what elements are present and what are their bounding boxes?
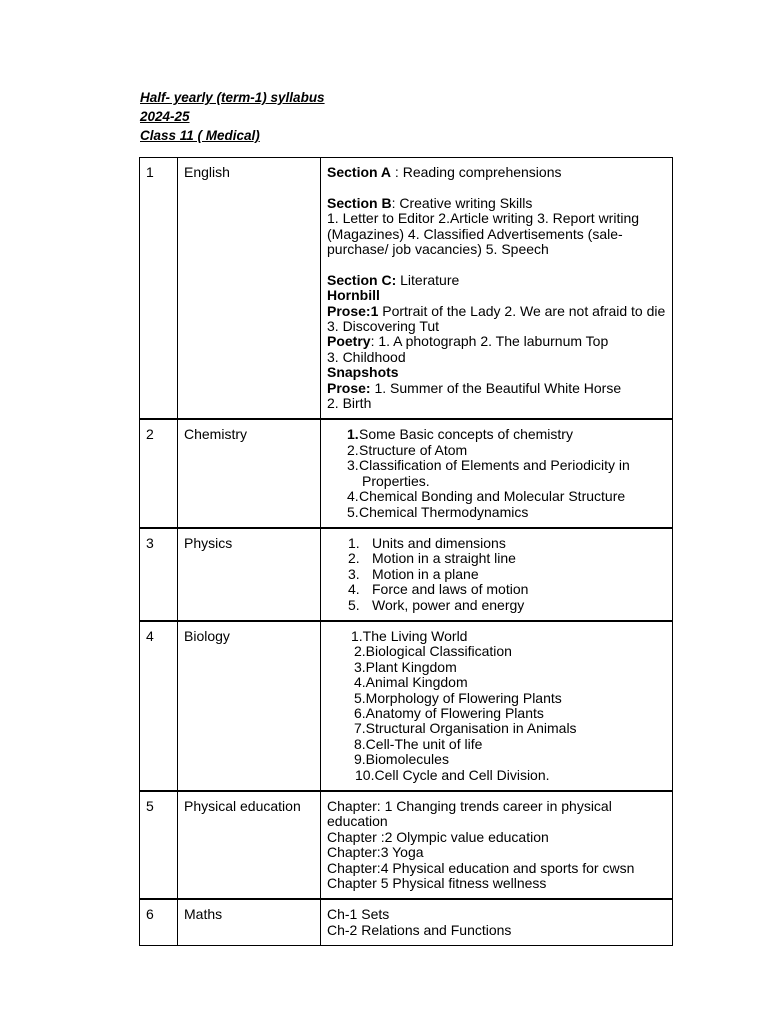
- chapter-line: Ch-2 Relations and Functions: [327, 921, 512, 938]
- list-item: 6.Anatomy of Flowering Plants: [354, 704, 544, 721]
- subject-name: Biology: [178, 621, 321, 791]
- chapter-line: Chapter:4 Physical education and sports for cwsn: [327, 859, 635, 876]
- snapshots-prose-label: Prose:: [327, 379, 371, 396]
- table-row: [140, 621, 673, 791]
- subject-name: English: [178, 158, 321, 420]
- list-item: 5.Morphology of Flowering Plants: [354, 689, 562, 706]
- syllabus-table: [139, 157, 673, 946]
- list-item-continuation: Properties.: [362, 472, 430, 489]
- list-item: 5. Chemical Thermodynamics: [347, 503, 529, 520]
- poetry-text: : 1. A photograph 2. The laburnum Top: [370, 333, 609, 350]
- row-number: 5: [140, 791, 178, 899]
- prose-label: Prose:1: [327, 302, 379, 319]
- list-item: 7.Structural Organisation in Animals: [354, 720, 577, 737]
- snapshots-heading: Snapshots: [327, 364, 399, 381]
- list-item: 1. Units and dimensions: [348, 534, 506, 551]
- hornbill-heading: Hornbill: [327, 287, 380, 304]
- table-row: [140, 791, 673, 899]
- list-item: 10.Cell Cycle and Cell Division.: [355, 766, 550, 783]
- chapter-line: Chapter: 1 Changing trends career in physical education: [327, 798, 612, 830]
- syllabus-title: Half- yearly (term-1) syllabus: [140, 90, 325, 105]
- maths-syllabus: [321, 899, 673, 945]
- section-c-text: Literature: [396, 271, 460, 288]
- row-number: 6: [140, 899, 178, 945]
- chemistry-syllabus: [321, 419, 673, 527]
- poetry-label: Poetry: [327, 333, 371, 350]
- row-number: 1: [140, 158, 178, 420]
- snapshots-prose-text: 1. Summer of the Beautiful White Horse: [370, 379, 622, 396]
- row-number: 4: [140, 621, 178, 791]
- subject-name: Maths: [178, 899, 321, 945]
- list-item: 2. Motion in a straight line: [348, 550, 516, 567]
- prose-text: Portrait of the Lady 2. We are not afraid to die 3. Discovering Tut: [327, 302, 666, 335]
- row-number: 2: [140, 419, 178, 527]
- subject-name: Physical education: [178, 791, 321, 899]
- session-year: 2024-25: [140, 109, 190, 124]
- section-a-label: Section A: [327, 164, 392, 180]
- poetry-line-2: 3. Childhood: [327, 348, 406, 365]
- list-item: 2.Biological Classification: [354, 643, 512, 660]
- list-item: 3.Plant Kingdom: [354, 658, 457, 675]
- section-b-text: : Creative writing Skills: [391, 194, 533, 211]
- english-syllabus: [321, 158, 673, 420]
- list-item: 9.Biomolecules: [354, 751, 449, 768]
- table-row: [140, 528, 673, 621]
- subject-name: Physics: [178, 528, 321, 621]
- list-item: 5. Work, power and energy: [348, 596, 525, 613]
- list-item: 4. Force and laws of motion: [348, 581, 529, 598]
- chapter-line: Chapter:3 Yoga: [327, 844, 424, 861]
- chapter-line: Chapter :2 Olympic value education: [327, 828, 549, 845]
- biology-syllabus: [321, 621, 673, 791]
- class-name: Class 11 ( Medical): [140, 128, 260, 143]
- physical-education-syllabus: [321, 791, 673, 899]
- list-item: 1.The Living World: [351, 627, 468, 644]
- chapter-line: Ch-1 Sets: [327, 906, 390, 923]
- list-item: 2. Structure of Atom: [347, 441, 468, 458]
- list-item: 3. Motion in a plane: [348, 565, 479, 582]
- subject-name: Chemistry: [178, 419, 321, 527]
- list-item: 1. Some Basic concepts of chemistry: [347, 426, 573, 443]
- section-b-label: Section B: [327, 194, 392, 211]
- physics-syllabus: [321, 528, 673, 621]
- list-item: 8.Cell-The unit of life: [354, 735, 483, 752]
- document-heading: [140, 88, 325, 145]
- section-a-text: : Reading comprehensions: [391, 164, 562, 180]
- table-row: [140, 419, 673, 527]
- snapshots-prose-line-2: 2. Birth: [327, 395, 372, 412]
- list-item: 4.Animal Kingdom: [354, 674, 468, 691]
- table-row: [140, 158, 673, 420]
- section-b-items: 1. Letter to Editor 2.Article writing 3. Report writing (Magazines) 4. Classified Advertisements (sale-purchase/ job vacancies) 5. Speech: [327, 210, 640, 258]
- chapter-line: Chapter 5 Physical fitness wellness: [327, 875, 547, 892]
- row-number: 3: [140, 528, 178, 621]
- list-item: 4. Chemical Bonding and Molecular Structure: [347, 488, 626, 505]
- table-row: [140, 899, 673, 945]
- list-item: 3. Classification of Elements and Periodicity in: [347, 457, 630, 474]
- section-c-label: Section C:: [327, 271, 397, 288]
